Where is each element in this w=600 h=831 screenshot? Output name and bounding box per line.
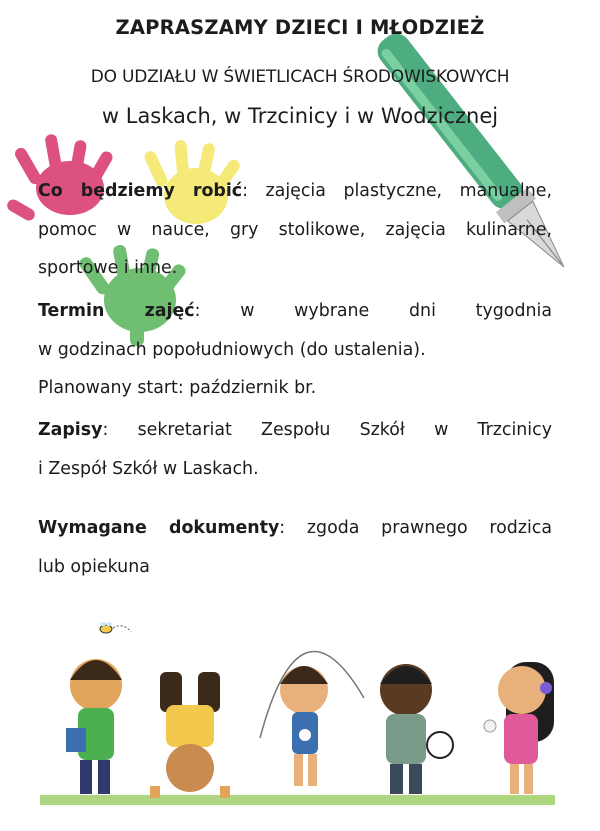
section-activities — [38, 172, 552, 288]
children-illustration — [66, 651, 554, 798]
enrollment-line-1: Zapisy: sekretariat Zespołu Szkół w Trzcinicy — [38, 420, 552, 440]
enrollment-label: Zapisy — [38, 420, 103, 440]
activities-line-2: pomoc w nauce, gry stolikowe, zajęcia kulinarne, — [38, 219, 552, 240]
schedule-line-1: Termin zajęć: w wybrane dni tygodnia — [38, 301, 552, 321]
poster-title: ZAPRASZAMY DZIECI I MŁODZIEŻ — [115, 16, 485, 39]
documents-line-2: lub opiekuna — [38, 556, 150, 577]
documents-label: Wymagane dokumenty — [38, 518, 280, 538]
activities-line-3: sportowe i inne. — [38, 258, 178, 278]
section-documents — [38, 509, 552, 586]
activities-label: Co będziemy robić — [38, 181, 243, 201]
poster-subtitle-1: DO UDZIAŁU W ŚWIETLICACH ŚRODOWISKOWYCH — [90, 67, 510, 87]
poster-subtitle-2: w Laskach, w Trzcinicy i w Wodzicznej — [101, 104, 499, 128]
bee-icon — [100, 622, 131, 633]
enrollment-line-2: i Zespół Szkół w Laskach. — [38, 458, 259, 479]
section-enrollment — [38, 411, 552, 488]
schedule-label: Termin zajęć — [38, 301, 195, 321]
schedule-line-3: Planowany start: październik br. — [38, 378, 317, 398]
grass-strip — [40, 795, 555, 805]
section-schedule — [38, 292, 552, 408]
documents-line-1: Wymagane dokumenty: zgoda prawnego rodzica — [38, 518, 552, 538]
activities-line-1: Co będziemy robić: zajęcia plastyczne, manualne, — [38, 181, 552, 201]
schedule-line-2: w godzinach popołudniowych (do ustalenia). — [38, 339, 426, 360]
